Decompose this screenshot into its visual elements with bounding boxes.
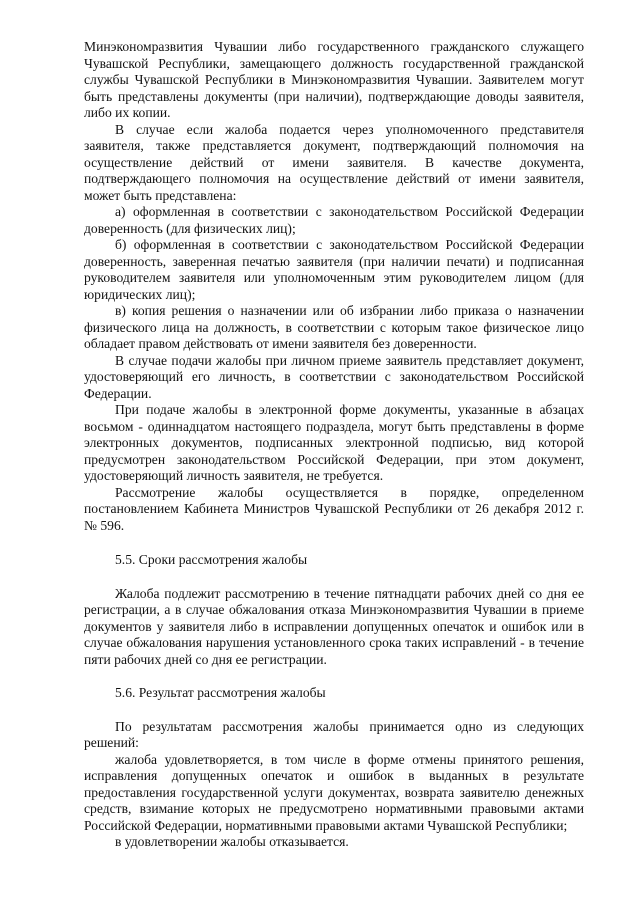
section-heading-5-6: 5.6. Результат рассмотрения жалобы — [115, 685, 326, 700]
paragraph-item-b: б) оформленная в соответствии с законодательством Российской Федерации доверенность, заверенная печатью заявителя (при наличии печати) и подписанная руководителем заявителя или уполномоченным этим руководителем лицом (для юридических лиц); — [84, 237, 584, 302]
paragraph-electronic-form: При подаче жалобы в электронной форме документы, указанные в абзацах восьмом - одиннадцатом настоящего подраздела, могут быть представлены в форме электронных документов, подписанных электронной подписью, вид которой предусмотрен законодательством Российской Федерации, при этом документ, удостоверяющий личность заявителя, не требуется. — [84, 402, 584, 483]
paragraph-decision-satisfied: жалоба удовлетворяется, в том числе в форме отмены принятого решения, исправления допущенных опечаток и ошибок в выданных в результате предоставления государственной услуги документах, возврата заявителю денежных средств, взимание которых не предусмотрено нормативными правовыми актами Российской Федерации, нормативными правовыми актами Чувашской Республики; — [84, 751, 584, 833]
paragraph-review-procedure: Рассмотрение жалобы осуществляется в порядке, определенном постановлением Кабинета Министров Чувашской Республики от 26 декабря 2012 г. № 596. — [84, 484, 584, 533]
paragraph-review-period: Жалоба подлежит рассмотрению в течение пятнадцати рабочих дней со дня ее регистрации, а в случае обжалования отказа Минэкономразвития Чувашии в приеме документов у заявителя либо в исправлении допущенных опечаток и ошибок или в случае обжалования нарушения установленного срока таких исправлений - в течение пяти рабочих дней со дня ее регистрации. — [84, 585, 584, 667]
paragraph-decision-refused: в удовлетворении жалобы отказывается. — [115, 834, 349, 849]
paragraph-personal-reception: В случае подачи жалобы при личном приеме заявитель представляет документ, удостоверяющий его личность, в соответствии с законодательством Российской Федерации. — [84, 352, 584, 401]
section-heading-5-5: 5.5. Сроки рассмотрения жалобы — [115, 552, 308, 567]
paragraph-item-a: а) оформленная в соответствии с законодательством Российской Федерации доверенность (для физических лиц); — [84, 204, 584, 236]
paragraph-item-v: в) копия решения о назначении или об избрании либо приказа о назначении физического лица на должность, в соответствии с которым такое физическое лицо обладает правом действовать от имени заявителя без доверенности. — [84, 303, 584, 351]
paragraph-continuation: Минэкономразвития Чувашии либо государственного гражданского служащего Чувашской Республики, замещающего должность государственной гражданской службы Чувашской Республики в Минэкономразвития Чувашии. Заявителем могут быть представлены документы (при наличии), подтверждающие доводы заявителя, либо их копии. — [84, 39, 584, 120]
paragraph-representative: В случае если жалоба подается через уполномоченного представителя заявителя, также представляется документ, подтверждающий полномочия на осуществление действий от имени заявителя. В качестве документа, подтверждающего полномочия на осуществление действий от имени заявителя, может быть представлена: — [84, 121, 584, 203]
paragraph-decisions-intro: По результатам рассмотрения жалобы принимается одно из следующих решений: — [84, 718, 584, 750]
